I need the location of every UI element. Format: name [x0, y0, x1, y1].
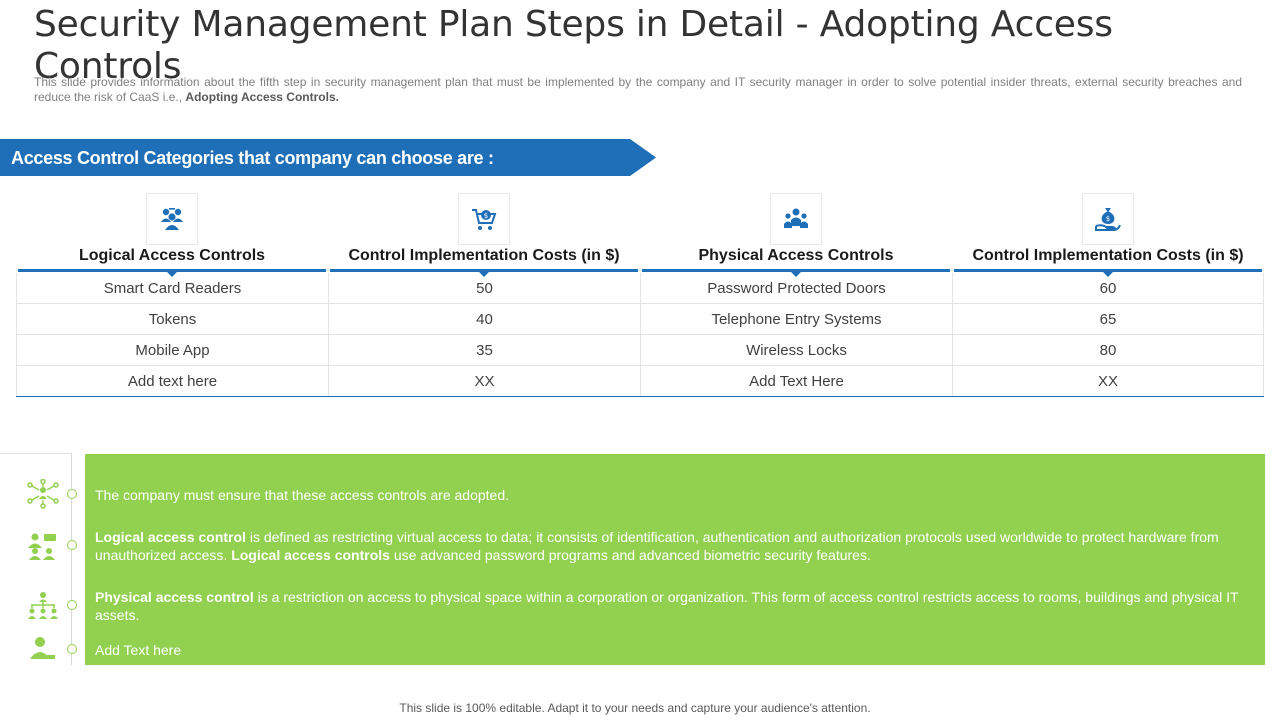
table-cell: Smart Card Readers — [16, 273, 328, 303]
column-title: Physical Access Controls — [698, 247, 894, 264]
shopping-cart-icon — [458, 193, 510, 245]
svg-text:$: $ — [483, 212, 489, 220]
panel-text: use advanced password programs and advanced biometric security features. — [389, 547, 871, 563]
table-cell: 65 — [952, 304, 1264, 334]
panel-text: is defined as restricting virtual access to data; it consists of identification, authentication and authorization protocols used worldwide to protect hardware from unauthorized access. — [95, 529, 1219, 563]
table-row — [16, 335, 1264, 366]
table-row — [16, 366, 1264, 396]
table-cell: Wireless Locks — [640, 335, 952, 365]
svg-text:$: $ — [1105, 215, 1111, 223]
table-row — [16, 304, 1264, 335]
table-cell: XX — [952, 366, 1264, 396]
footer-note: This slide is 100% editable. Adapt it to your needs and capture your audience's attention. — [399, 701, 871, 715]
physical-access-bold: Physical access control — [95, 589, 254, 605]
user-icon — [26, 634, 60, 664]
network-person-icon — [26, 479, 60, 509]
team-icon — [26, 531, 60, 561]
table-cell: 40 — [328, 304, 640, 334]
table-cell: 60 — [952, 273, 1264, 303]
table-cell: 80 — [952, 335, 1264, 365]
panel-paragraph-1: The company must ensure that these access controls are adopted. — [95, 487, 510, 503]
column-title: Control Implementation Costs (in $) — [348, 247, 620, 264]
logical-access-bold: Logical access control — [95, 529, 246, 545]
section-banner — [0, 139, 656, 176]
table-cell: Tokens — [16, 304, 328, 334]
money-bag-hand-icon — [1082, 193, 1134, 245]
access-controls-table — [16, 273, 1264, 397]
panel-paragraph-3 — [95, 588, 1255, 624]
hierarchy-icon — [26, 591, 60, 621]
panel-paragraph-4: Add Text here — [95, 642, 182, 658]
table-cell: Password Protected Doors — [640, 273, 952, 303]
panel-paragraph-2 — [95, 528, 1255, 564]
table-cell: 35 — [328, 335, 640, 365]
logical-controls-bold: Logical access controls — [231, 547, 390, 563]
panel-text: is a restriction on access to physical space within a corporation or organization. This form of access control restricts access to rooms, buildings and physical IT assets. — [95, 589, 1239, 623]
users-key-icon — [146, 193, 198, 245]
group-people-icon — [770, 193, 822, 245]
banner-label: Access Control Categories that company can choose are : — [11, 148, 494, 168]
table-row — [16, 273, 1264, 304]
column-header-logical-access — [16, 193, 328, 272]
table-cell: Add text here — [16, 366, 328, 396]
column-header-physical-costs — [952, 193, 1264, 272]
column-title: Control Implementation Costs (in $) — [972, 247, 1244, 264]
page-title: Security Management Plan Steps in Detail - Adopting Access Controls — [34, 4, 1113, 87]
column-header-logical-costs — [328, 193, 640, 272]
table-cell: XX — [328, 366, 640, 396]
rail-marker — [67, 489, 77, 499]
table-cell: Telephone Entry Systems — [640, 304, 952, 334]
table-cell: Add Text Here — [640, 366, 952, 396]
rail-marker — [67, 540, 77, 550]
column-header-physical-access — [640, 193, 952, 272]
description-panel — [85, 454, 1265, 665]
rail-marker — [67, 600, 77, 610]
rail-divider — [71, 453, 72, 665]
rail-marker — [67, 644, 77, 654]
table-cell: 50 — [328, 273, 640, 303]
subtitle-bold: Adopting Access Controls. — [185, 90, 339, 104]
subtitle-text: This slide provides information about the fifth step in security management plan that must be implemented by the company and IT security manager in order to solve potential insider threats, external security breaches and reduce the risk of CaaS i.e., — [34, 75, 1242, 104]
column-title: Logical Access Controls — [78, 247, 266, 264]
table-cell: Mobile App — [16, 335, 328, 365]
page-subtitle — [34, 75, 1242, 105]
